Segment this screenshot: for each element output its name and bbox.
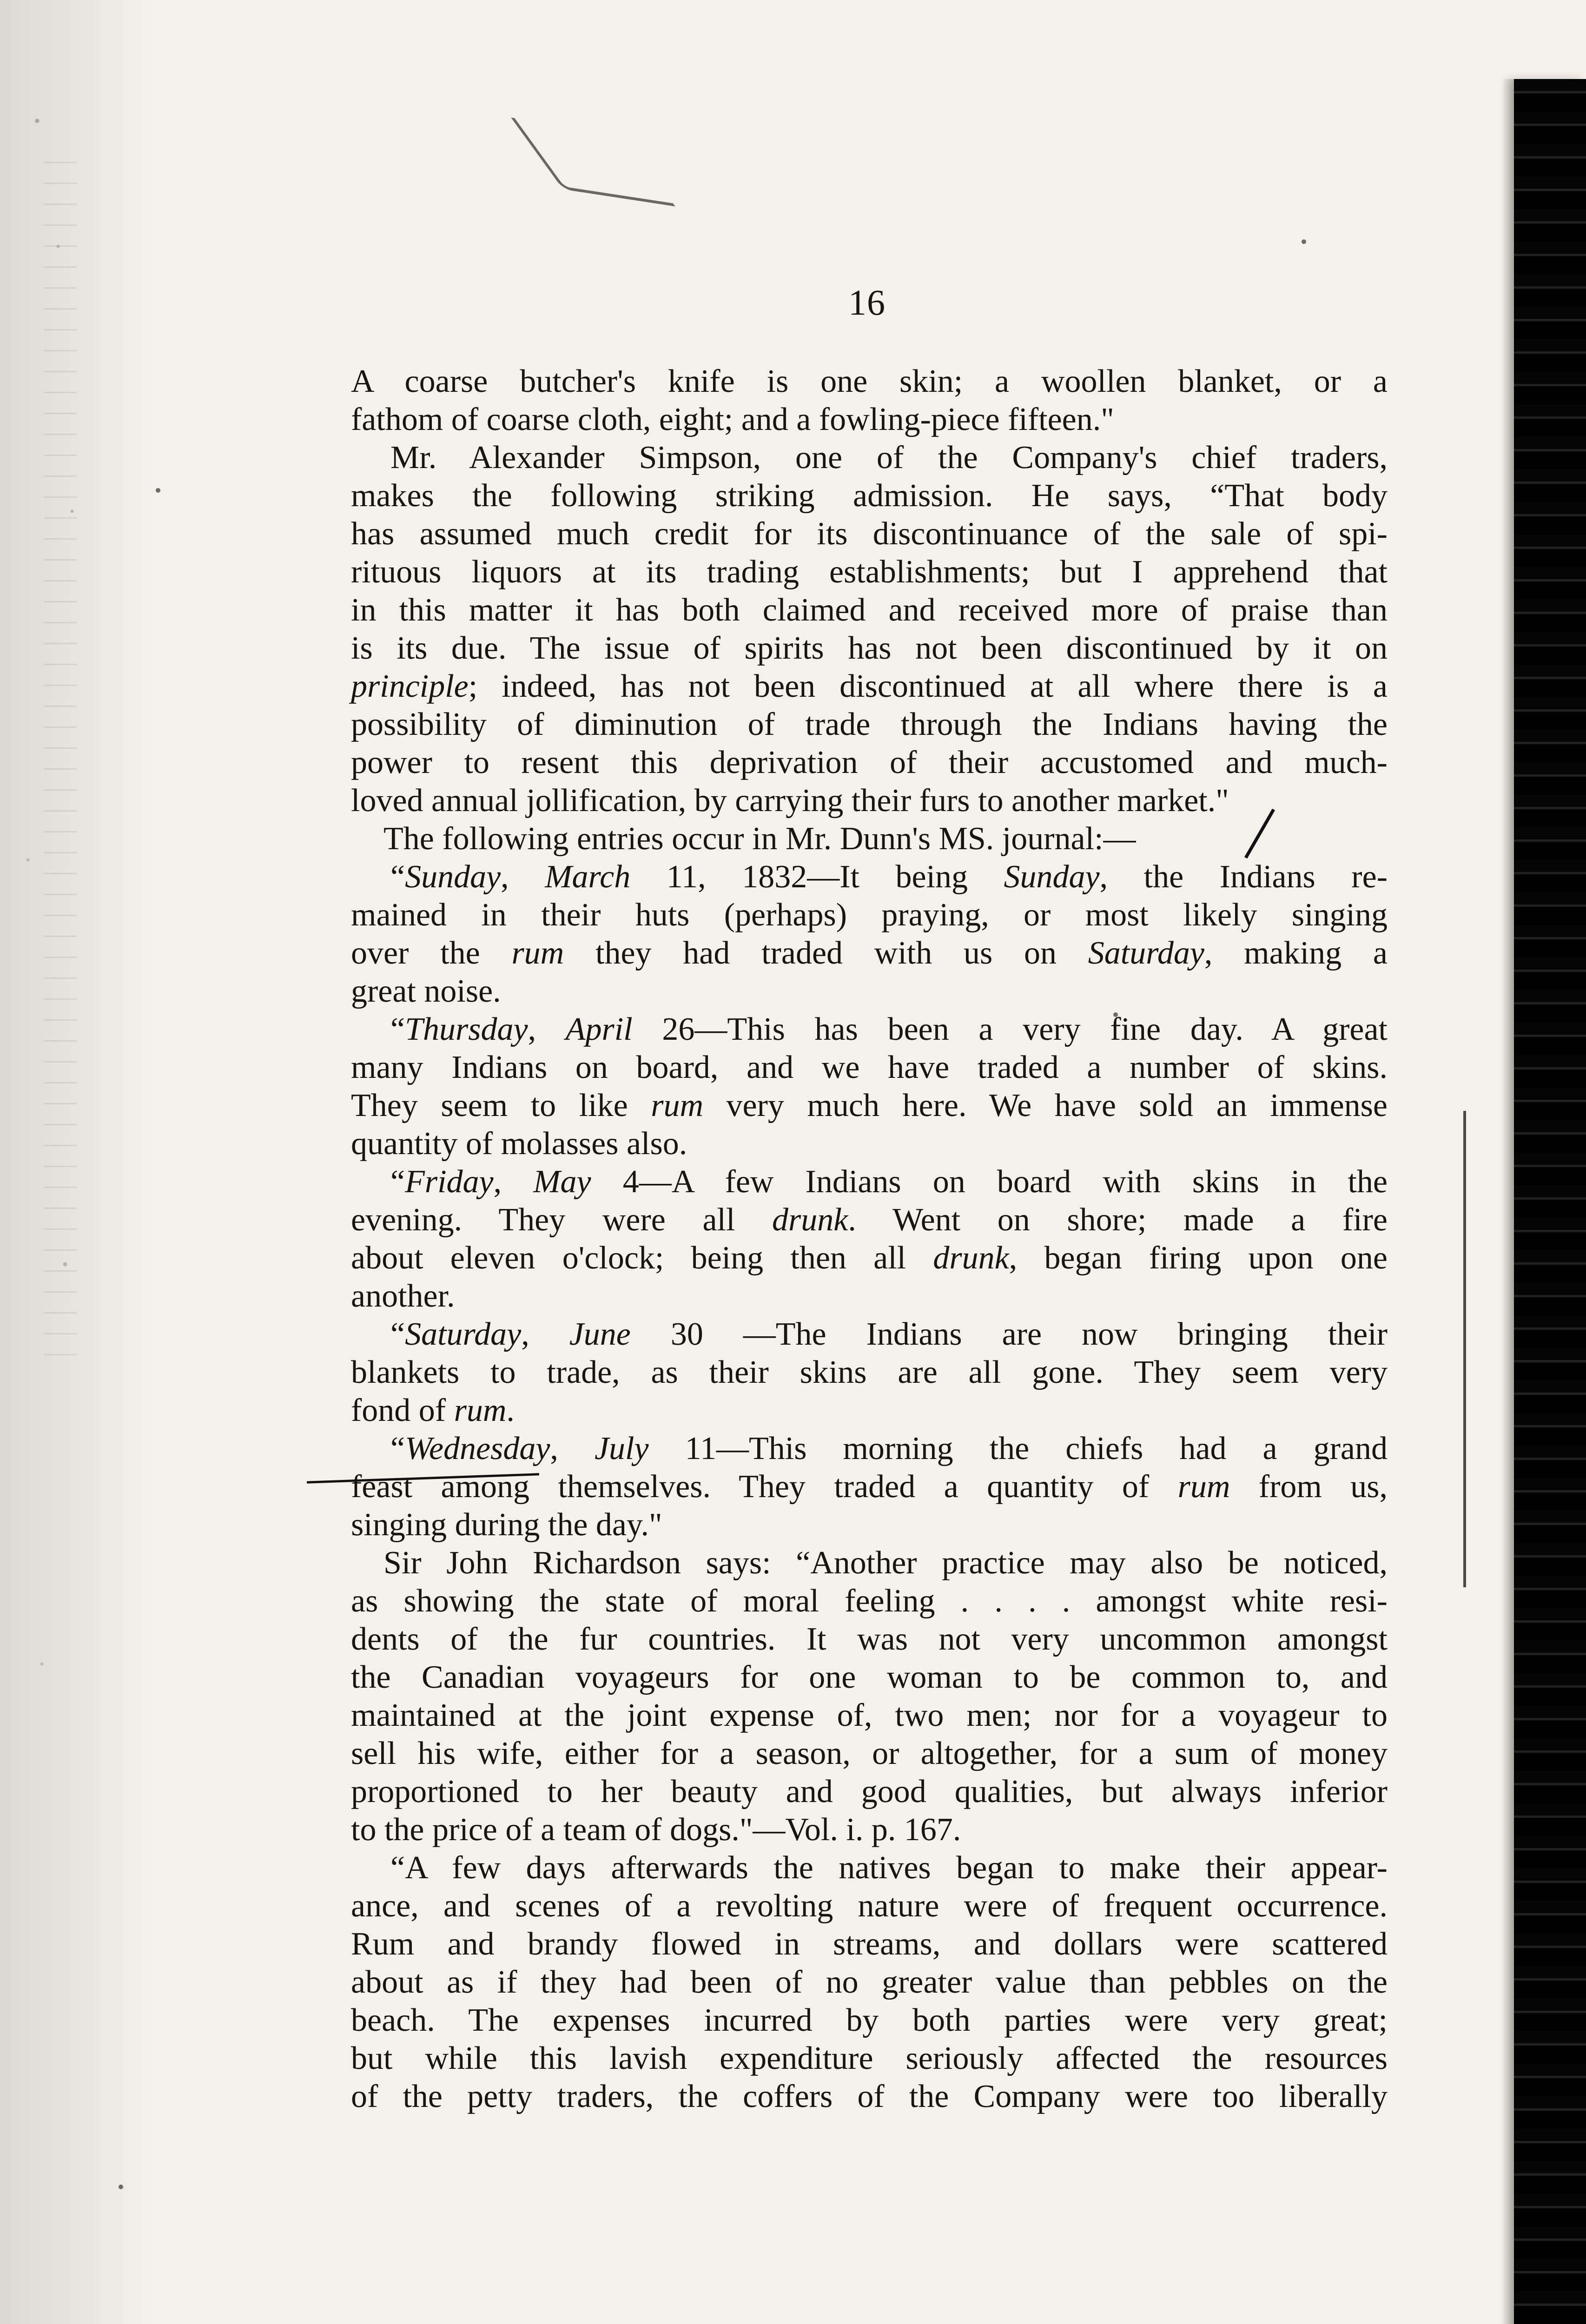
left-page-shadow	[0, 0, 153, 2324]
text-line: is its due. The issue of spirits has not been discontinued by it on	[351, 630, 1388, 666]
text-line: in this matter it has both claimed and received more of praise than	[351, 592, 1388, 628]
text-line: singing during the day."	[351, 1507, 662, 1543]
text-line: Sir John Richardson says: “Another practice may also be noticed,	[383, 1545, 1388, 1581]
text-line: loved annual jollification, by carrying their furs to another market."	[351, 783, 1229, 819]
text-line: rituous liquors at its trading establishments; but I apprehend that	[351, 554, 1388, 590]
text-line: mained in their huts (perhaps) praying, or most likely singing	[351, 897, 1388, 933]
text-line: possibility of diminution of trade through the Indians having the	[351, 706, 1388, 742]
text-line: principle; indeed, has not been discontinued at all where there is a	[351, 668, 1388, 704]
speck	[156, 488, 160, 493]
text-line: the Canadian voyageurs for one woman to be common to, and	[351, 1659, 1388, 1695]
text-line: has assumed much credit for its discontinuance of the sale of spi-	[351, 516, 1388, 552]
text-line: of the petty traders, the coffers of the Company were too liberally	[351, 2079, 1388, 2114]
text-line: blankets to trade, as their skins are all gone. They seem very	[351, 1354, 1388, 1390]
text-line: The following entries occur in Mr. Dunn's MS. journal:—	[383, 821, 1136, 857]
text-line: as showing the state of moral feeling . . . . amongst white resi-	[351, 1583, 1388, 1619]
text-line: “Friday, May 4—A few Indians on board with skins in the	[390, 1164, 1388, 1200]
text-line: “Wednesday, July 11—This morning the chiefs had a grand	[390, 1431, 1388, 1466]
text-line: about as if they had been of no greater value than pebbles on the	[351, 1964, 1388, 2000]
text-line: to the price of a team of dogs."—Vol. i. p. 167.	[351, 1812, 961, 1848]
pencil-mark	[511, 118, 675, 206]
text-line: “A few days afterwards the natives began to make their appear-	[390, 1850, 1388, 1886]
text-line: beach. The expenses incurred by both parties were very great;	[351, 2002, 1388, 2038]
text-line: makes the following striking admission. He says, “That body	[351, 478, 1388, 514]
text-line: maintained at the joint expense of, two men; nor for a voyageur to	[351, 1697, 1388, 1733]
text-line: “Sunday, March 11, 1832—It being Sunday, the Indians re-	[390, 859, 1388, 895]
text-line: Mr. Alexander Simpson, one of the Company's chief traders,	[390, 440, 1388, 475]
text-line: feast among themselves. They traded a quantity of rum from us,	[351, 1469, 1388, 1505]
text-line: “Thursday, April 26—This has been a very fine day. A great	[390, 1011, 1388, 1047]
page-number: 16	[848, 282, 886, 323]
text-line: over the rum they had traded with us on Saturday, making a	[351, 935, 1388, 971]
text-line: proportioned to her beauty and good qualities, but always inferior	[351, 1774, 1388, 1809]
right-black-binding-edge	[1514, 79, 1586, 2324]
text-line: Rum and brandy flowed in streams, and dollars were scattered	[351, 1926, 1388, 1962]
text-line: power to resent this deprivation of their accustomed and much-	[351, 745, 1388, 780]
text-line: evening. They were all drunk. Went on shore; made a fire	[351, 1202, 1388, 1238]
text-line: many Indians on board, and we have traded a number of skins.	[351, 1050, 1388, 1085]
text-line: sell his wife, either for a season, or altogether, for a sum of money	[351, 1736, 1388, 1771]
left-margin-noise	[44, 153, 77, 1362]
speck	[119, 2185, 123, 2189]
text-line: fathom of coarse cloth, eight; and a fowling-piece fifteen."	[351, 402, 1114, 437]
text-line: fond of rum.	[351, 1393, 515, 1428]
speck	[1302, 239, 1306, 244]
text-line: but while this lavish expenditure seriously affected the resources	[351, 2040, 1388, 2076]
text-line: great noise.	[351, 973, 501, 1009]
text-line: A coarse butcher's knife is one skin; a woollen blanket, or a	[351, 363, 1388, 399]
text-line: dents of the fur countries. It was not very uncommon amongst	[351, 1621, 1388, 1657]
text-line: another.	[351, 1278, 455, 1314]
body-text	[351, 363, 1388, 2116]
right-margin-line	[1463, 1111, 1466, 1587]
text-line: They seem to like rum very much here. We have sold an immense	[351, 1088, 1388, 1123]
text-line: ance, and scenes of a revolting nature were of frequent occurrence.	[351, 1888, 1388, 1924]
text-line: quantity of molasses also.	[351, 1126, 687, 1162]
text-line: “Saturday, June 30 —The Indians are now bringing their	[390, 1316, 1388, 1352]
text-line: about eleven o'clock; being then all drunk, began firing upon one	[351, 1240, 1388, 1276]
